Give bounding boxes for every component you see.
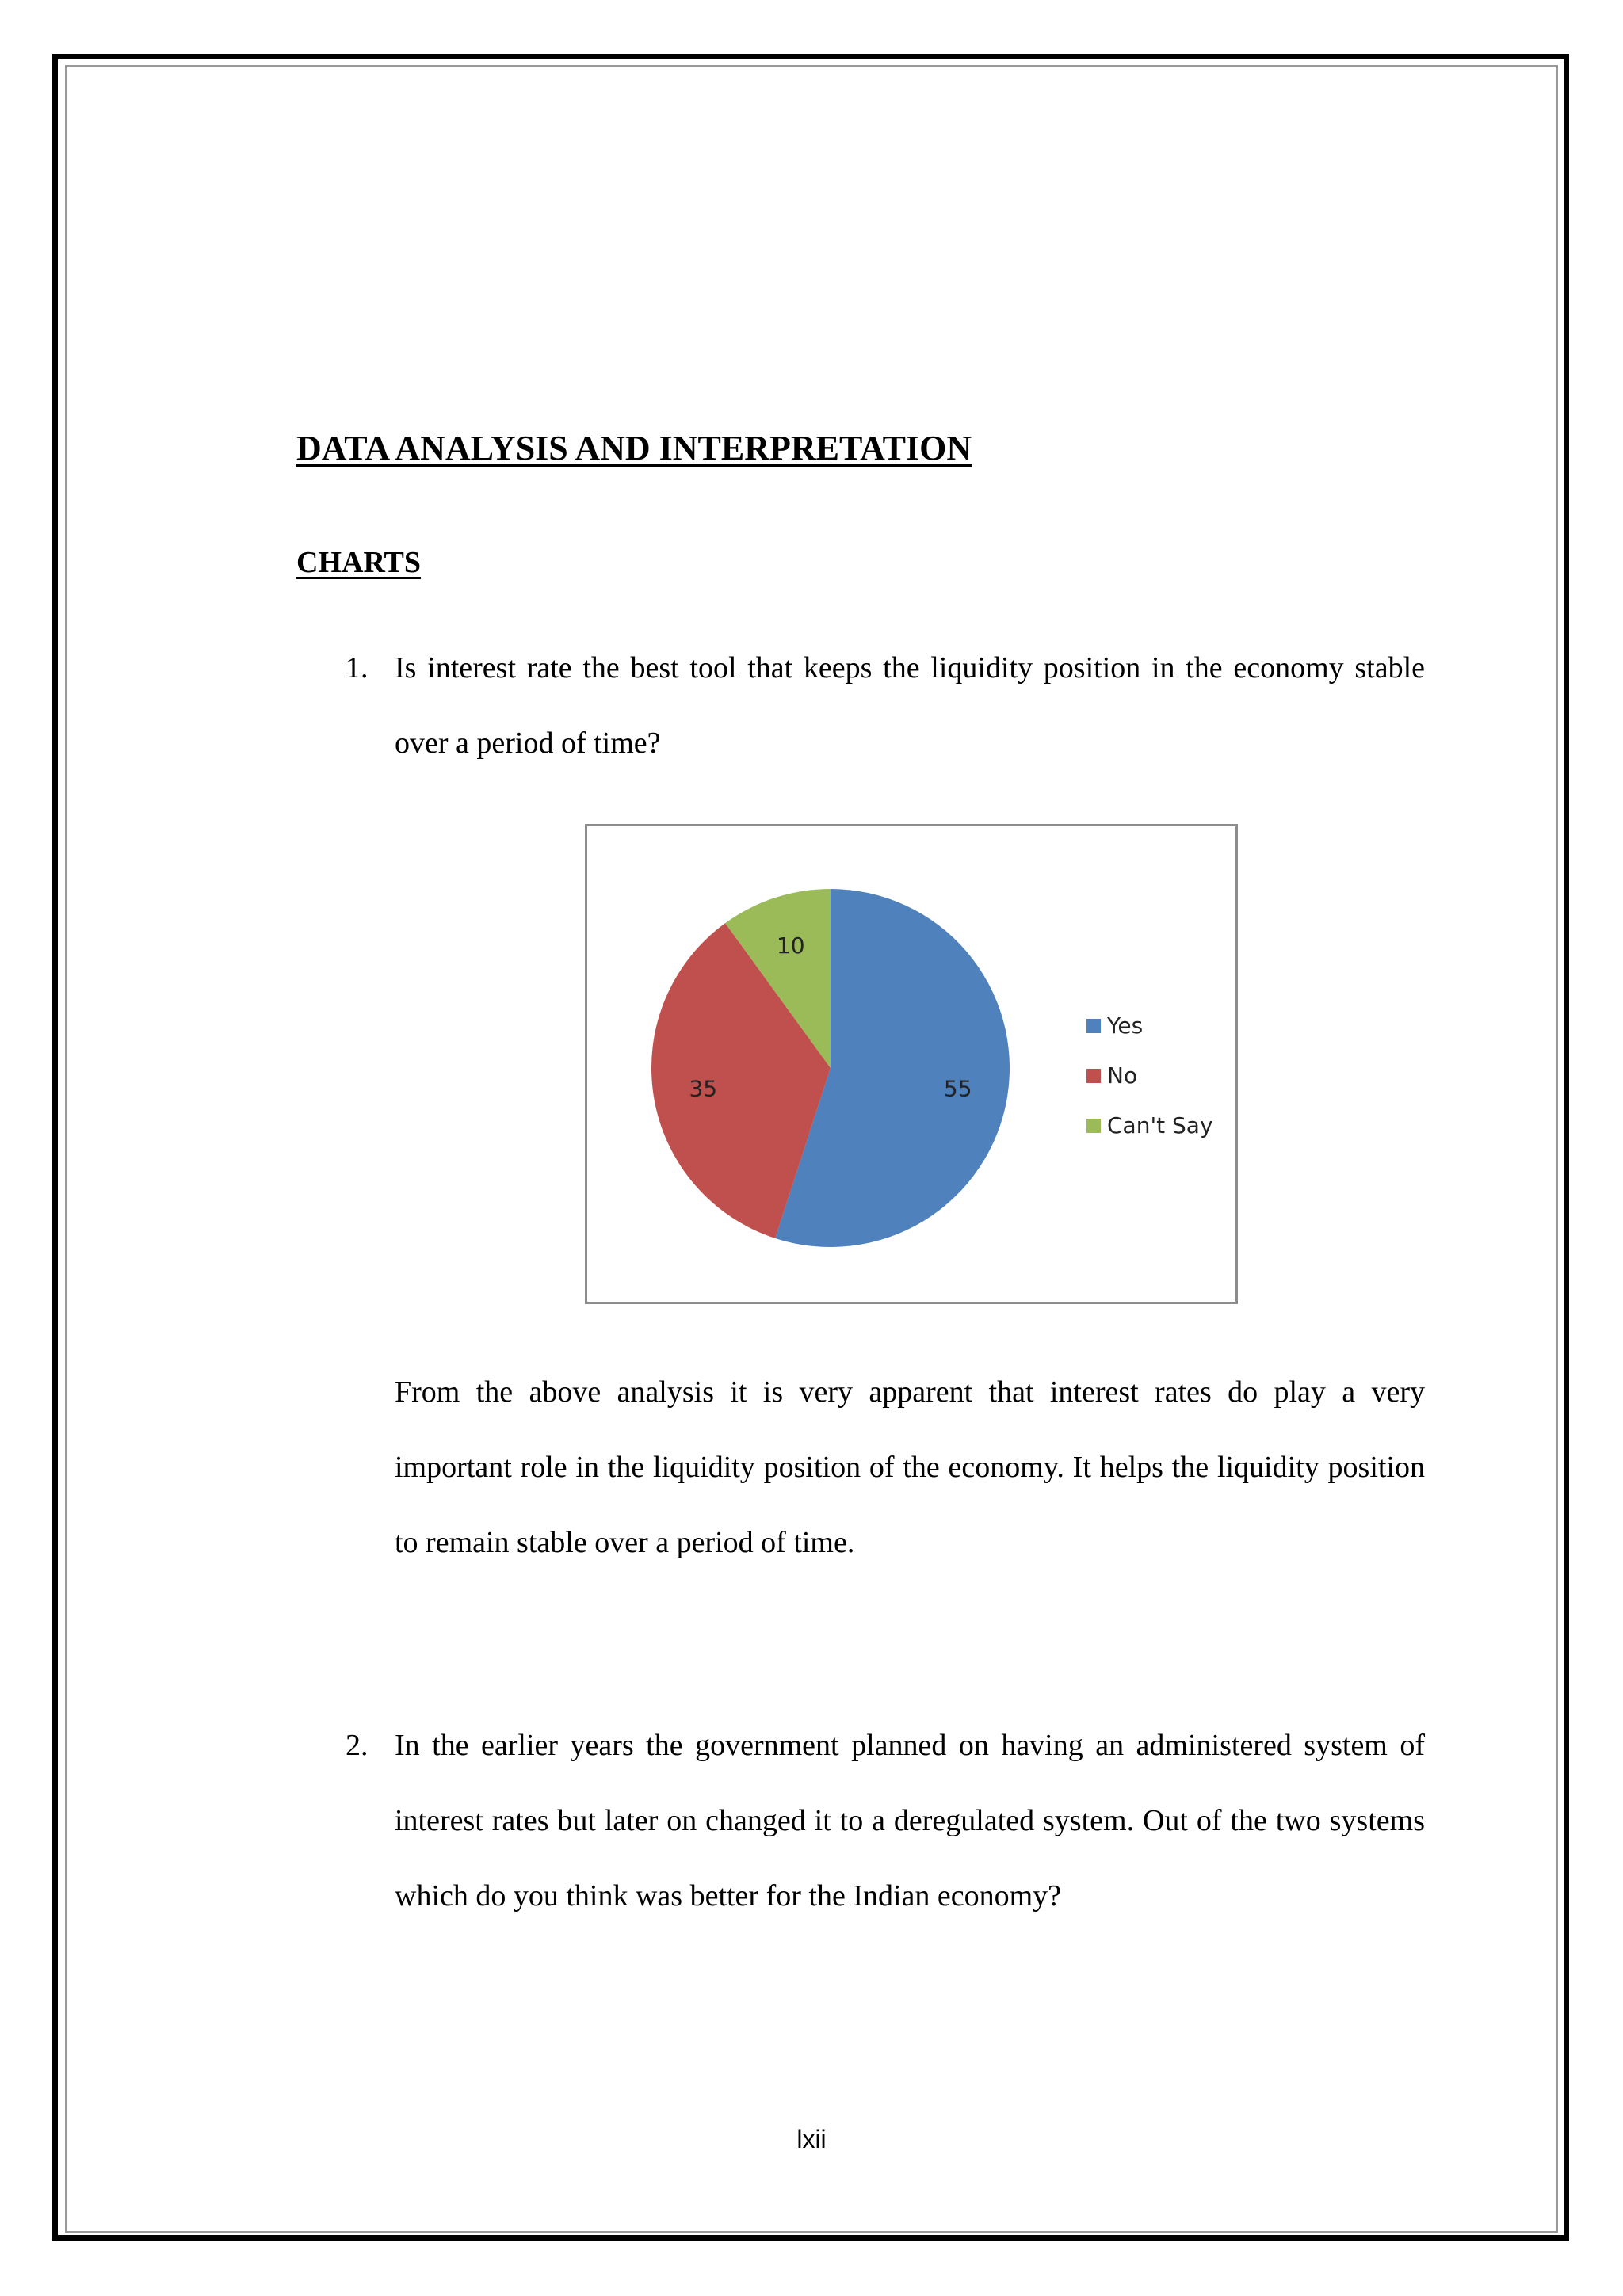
legend-item [1086,1100,1213,1150]
pie-chart [585,824,1238,1304]
pie-chart-svg [587,826,1063,1302]
pie-data-label: 10 [776,933,805,959]
page-heading: DATA ANALYSIS AND INTERPRETATION [296,429,972,467]
question-2-text: In the earlier years the government planned on having an administered system of interest rates but later on changed it to a deregulated system. Out of the two systems which do you think was better for the Indian economy? [395,1729,1425,1913]
question-2-number: 2. [346,1729,369,1762]
analysis-paragraph: From the above analysis it is very apparent that interest rates do play a very important role in the liquidity position of the economy. It helps the liquidity position to remain stable over a period of time. [395,1375,1425,1559]
page-number: lxii [796,2125,827,2153]
pie-data-label: 55 [943,1075,972,1102]
section-heading: CHARTS [296,546,422,579]
pie-data-label: 35 [689,1075,718,1102]
chart-legend [1086,1001,1213,1150]
legend-label: No [1107,1062,1138,1089]
legend-item [1086,1001,1213,1051]
legend-swatch [1086,1069,1101,1083]
question-1-number: 1. [346,651,369,685]
legend-swatch [1086,1019,1101,1033]
question-1 [346,631,1425,781]
legend-item [1086,1051,1213,1100]
question-2 [346,1708,1425,1934]
legend-swatch [1086,1119,1101,1133]
legend-label: Can't Say [1107,1112,1213,1138]
legend-label: Yes [1107,1013,1144,1039]
question-1-text: Is interest rate the best tool that keeps the liquidity position in the economy stable over a period of time? [395,651,1425,760]
